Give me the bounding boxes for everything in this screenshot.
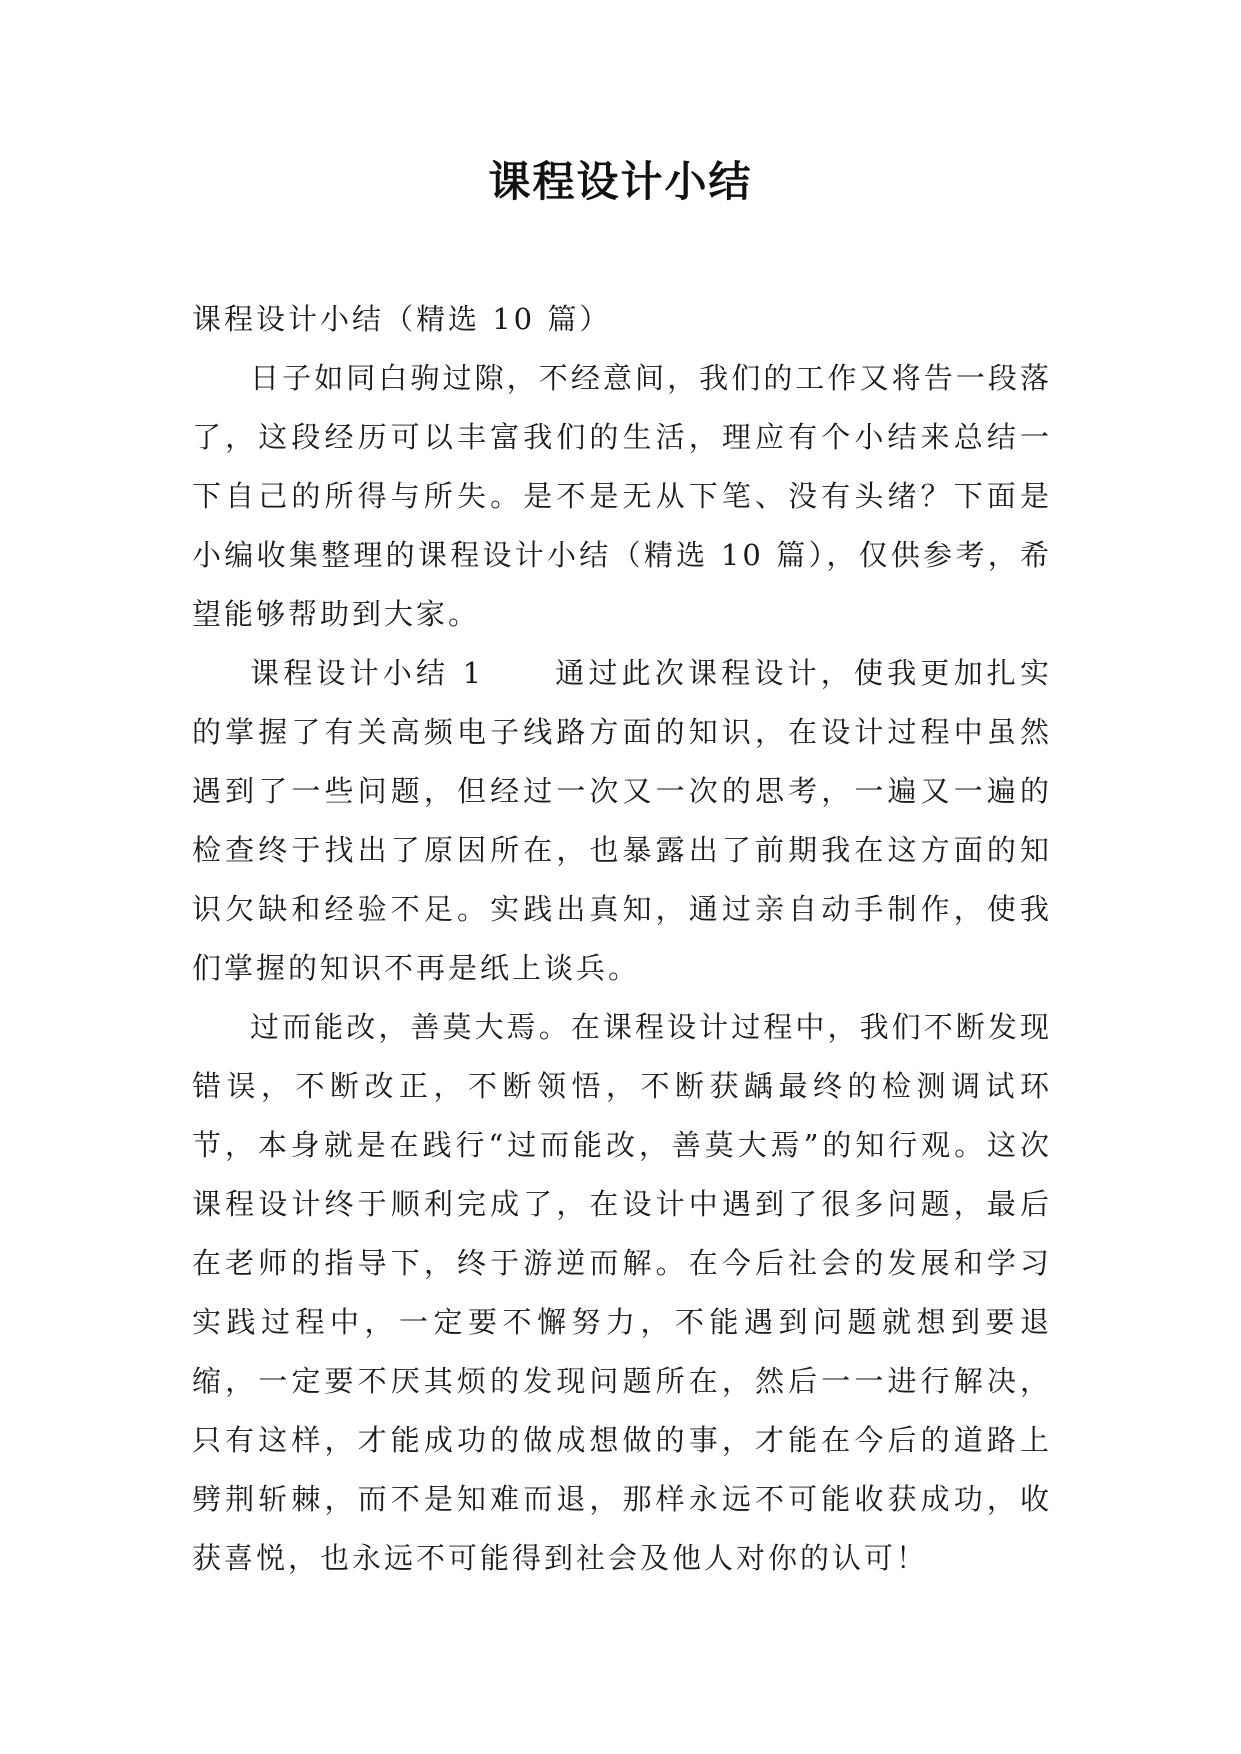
section-1-paragraph-1-text: 通过此次课程设计，使我更加扎实的掌握了有关高频电子线路方面的知识，在设计过程中虽然遇到了一些问题，但经过一次又一次的思考，一遍又一遍的检查终于找出了原因所在，也暴露出了前期我在这方面的知识欠缺和经验不足。实践出真知，通过亲自动手制作，使我们掌握的知识不再是纸上谈兵。 xyxy=(192,656,1052,985)
intro-paragraph: 日子如同白驹过隙，不经意间，我们的工作又将告一段落了，这段经历可以丰富我们的生活，理应有个小结来总结一下自己的所得与所失。是不是无从下笔、没有头绪？下面是小编收集整理的课程设计小结（精选 10 篇），仅供参考，希望能够帮助到大家。 xyxy=(192,361,1052,631)
section-1-paragraph-1 xyxy=(192,644,1052,998)
document-subtitle: 课程设计小结（精选 10 篇） xyxy=(192,302,612,336)
section-1-paragraph-2: 过而能改，善莫大焉。在课程设计过程中，我们不断发现错误，不断改正，不断领悟，不断获龋最终的检测调试环节，本身就是在践行“过而能改，善莫大焉”的知行观。这次课程设计终于顺利完成了，在设计中遇到了很多问题，最后在老师的指导下，终于游逆而解。在今后社会的发展和学习实践过程中，一定要不懈努力，不能遇到问题就想到要退缩，一定要不厌其烦的发现问题所在，然后一一进行解决，只有这样，才能成功的做成想做的事，才能在今后的道路上劈荆斩棘，而不是知难而退，那样永远不可能收获成功，收获喜悦，也永远不可能得到社会及他人对你的认可！ xyxy=(192,1010,1052,1575)
document-body xyxy=(192,290,1052,1588)
section-1-heading: 课程设计小结 1 xyxy=(250,656,485,690)
document-title: 课程设计小结 xyxy=(488,157,753,206)
